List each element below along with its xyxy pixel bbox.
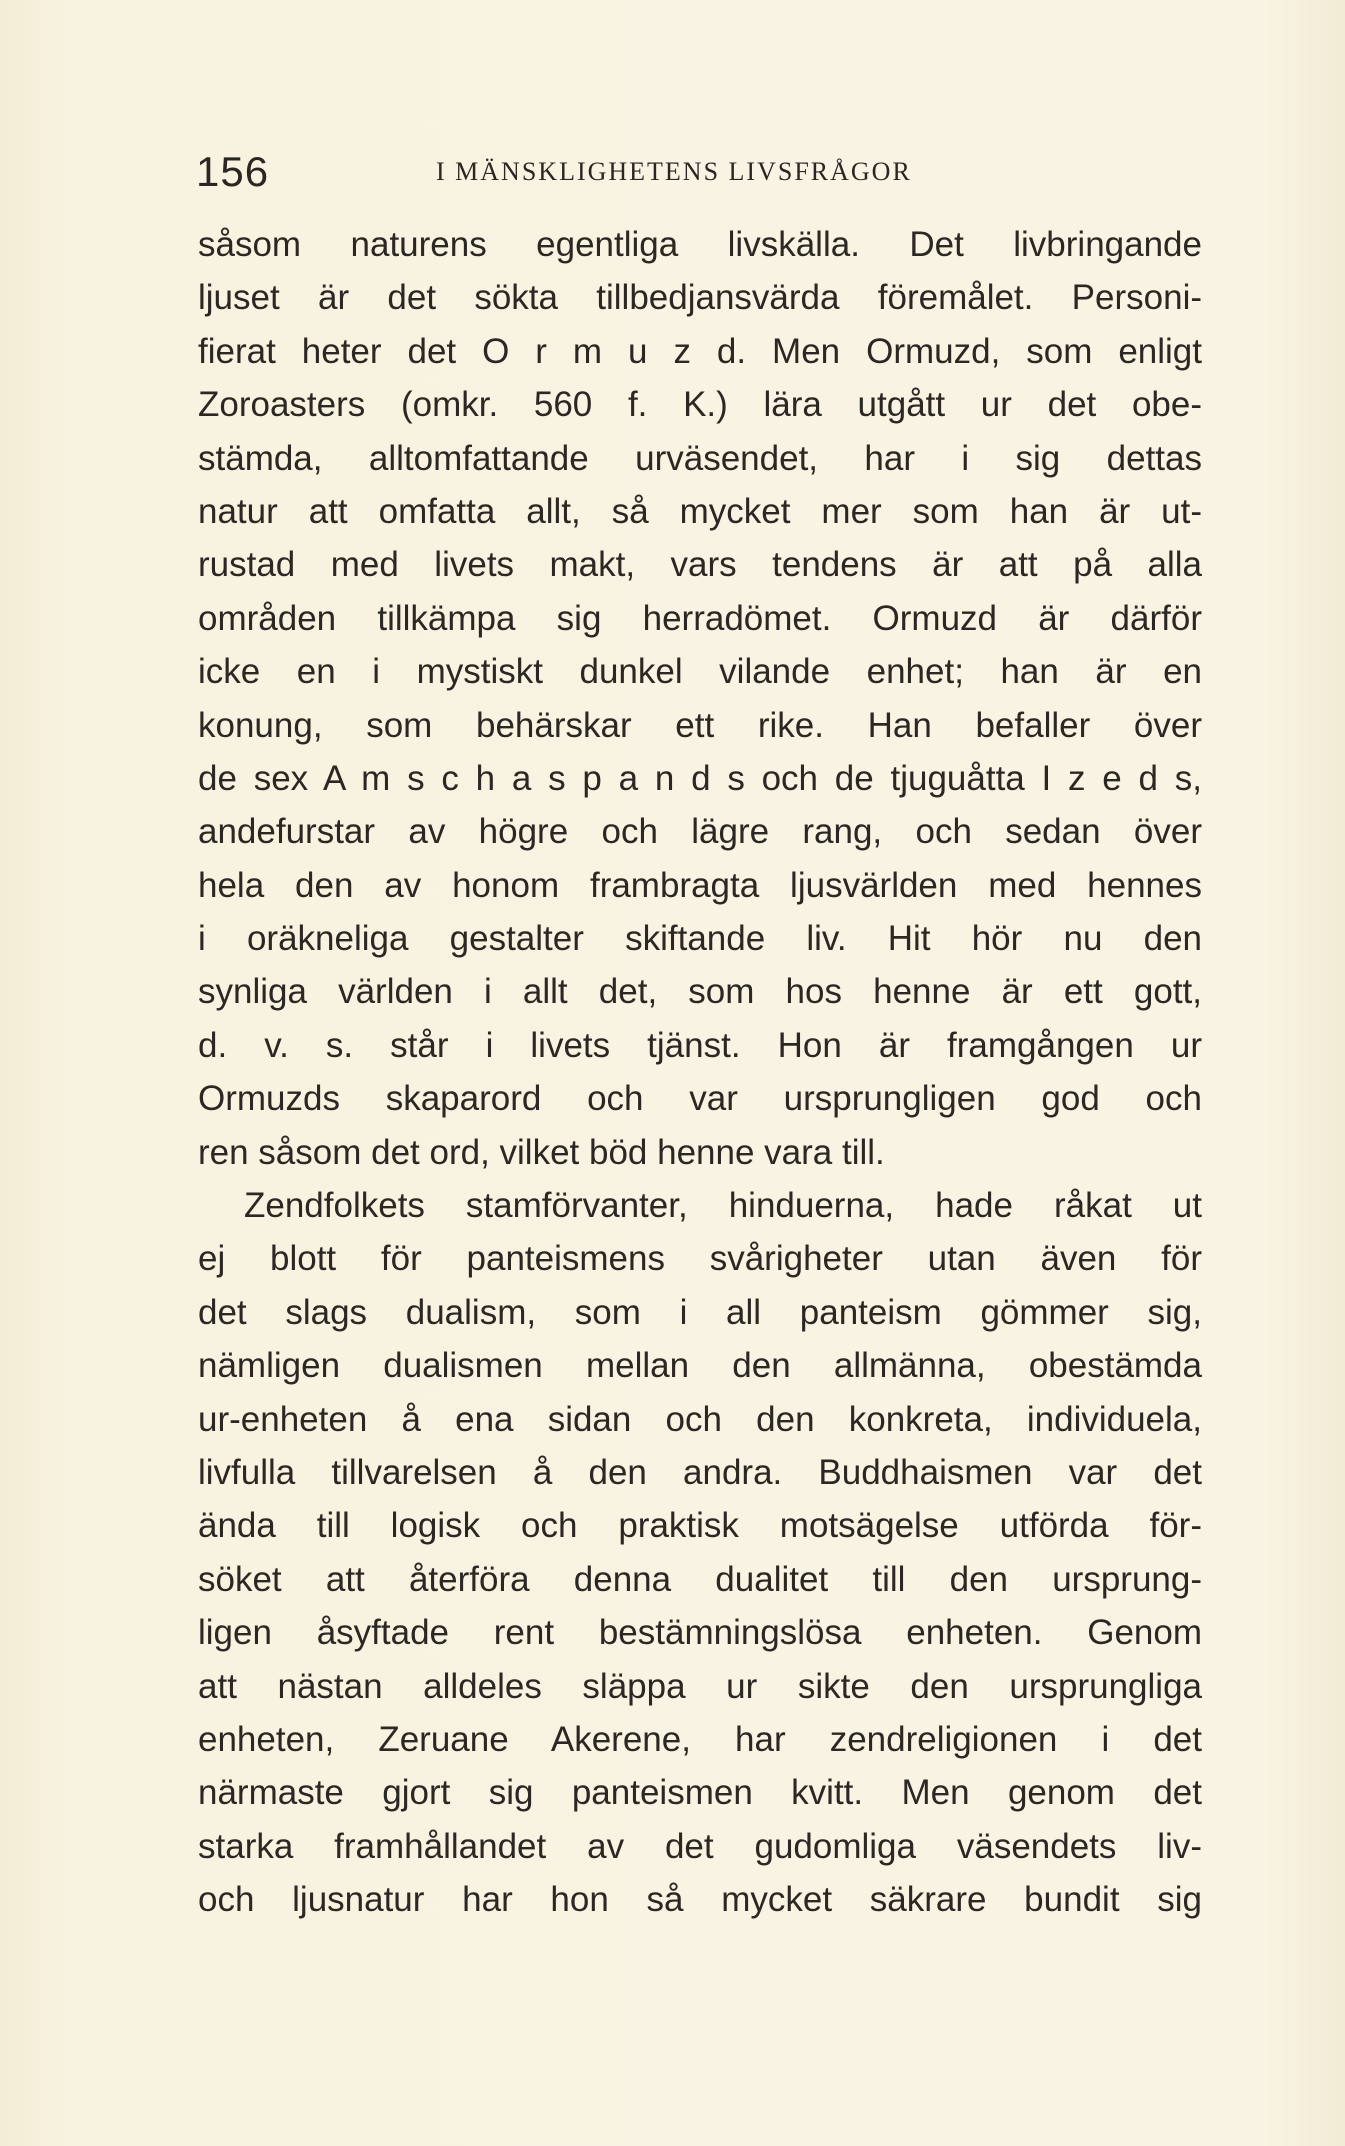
text-line: fierat heter det O r m u z d. Men Ormuzd, som enligt — [198, 331, 1202, 371]
text-line: i oräkneliga gestalter skiftande liv. Hit hör nu den — [198, 919, 1202, 959]
text-line: andefurstar av högre och lägre rang, och sedan över — [198, 812, 1202, 852]
text-line: nämligen dualismen mellan den allmänna, obestämda — [198, 1346, 1202, 1386]
running-head: I MÄNSKLIGHETENS LIVSFRÅGOR — [436, 157, 912, 186]
body-text — [198, 218, 1202, 1927]
text-line: d. v. s. står i livets tjänst. Hon är framgången ur — [198, 1025, 1202, 1065]
text-line: Zoroasters (omkr. 560 f. K.) lära utgått ur det obe- — [198, 385, 1202, 425]
text-line: hela den av honom frambragta ljusvärlden med hennes — [198, 865, 1202, 905]
text-line: ljuset är det sökta tillbedjansvärda föremålet. Personi- — [198, 278, 1202, 318]
text-line: områden tillkämpa sig herradömet. Ormuzd är därför — [198, 598, 1202, 638]
text-line: Zendfolkets stamförvanter, hinduerna, hade råkat ut — [244, 1186, 1202, 1226]
text-line: närmaste gjort sig panteismen kvitt. Men genom det — [198, 1773, 1202, 1813]
text-line: livfulla tillvarelsen å den andra. Buddhaismen var det — [198, 1452, 1202, 1492]
text-line: synliga världen i allt det, som hos henne är ett gott, — [198, 972, 1202, 1012]
text-line: ej blott för panteismens svårigheter utan även för — [198, 1239, 1202, 1279]
text-line: icke en i mystiskt dunkel vilande enhet; han är en — [198, 652, 1202, 692]
text-line: enheten, Zeruane Akerene, har zendreligionen i det — [198, 1719, 1202, 1759]
text-line: ligen åsyftade rent bestämningslösa enheten. Genom — [198, 1613, 1202, 1653]
page-header — [196, 142, 1206, 202]
text-line: och ljusnatur har hon så mycket säkrare bundit sig — [198, 1880, 1202, 1920]
text-line: starka framhållandet av det gudomliga väsendets liv- — [198, 1826, 1202, 1866]
text-line: såsom naturens egentliga livskälla. Det livbringande — [198, 225, 1202, 264]
text-line: de sex A m s c h a s p a n d s och de tjuguåtta I z e d s, — [198, 758, 1202, 798]
text-line: ren såsom det ord, vilket böd henne vara till. — [198, 1132, 885, 1172]
text-line: stämda, alltomfattande urväsendet, har i sig dettas — [198, 438, 1202, 478]
text-line: det slags dualism, som i all panteism gömmer sig, — [198, 1292, 1202, 1332]
page-number: 156 — [196, 148, 270, 195]
text-line: söket att återföra denna dualitet till den ursprung- — [198, 1559, 1202, 1599]
text-line: Ormuzds skaparord och var ursprungligen god och — [198, 1079, 1202, 1119]
text-line: rustad med livets makt, vars tendens är att på alla — [198, 545, 1202, 585]
text-line: ända till logisk och praktisk motsägelse utförda för- — [198, 1506, 1202, 1546]
text-line: att nästan alldeles släppa ur sikte den ursprungliga — [198, 1666, 1202, 1706]
text-line: ur-enheten å ena sidan och den konkreta, individuela, — [198, 1399, 1202, 1439]
text-line: natur att omfatta allt, så mycket mer som han är ut- — [198, 491, 1202, 531]
text-line: konung, som behärskar ett rike. Han befaller över — [198, 705, 1202, 745]
